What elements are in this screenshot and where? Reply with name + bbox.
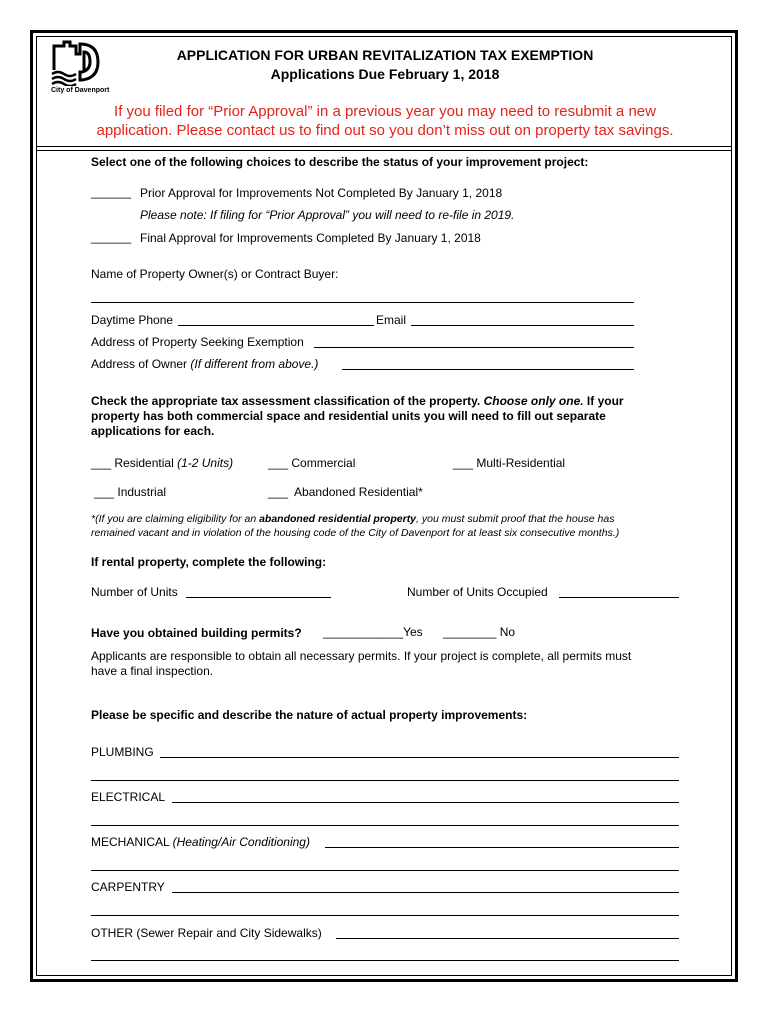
plumbing-field-2[interactable] [91,780,679,781]
electrical-field-2[interactable] [91,825,679,826]
abandoned-blank[interactable]: ___ [268,485,289,499]
notice-line-1: If you filed for “Prior Approval” in a previous year you may need to resubmit a new [114,103,656,120]
email-label: Email [376,313,407,327]
abandoned-emphasis: abandoned residential property [259,513,417,525]
permits-yes-blank[interactable]: ____________ [323,625,404,639]
residential-option[interactable] [91,456,233,470]
permits-info-2: have a final inspection. [91,664,214,678]
commercial-label: Commercial [291,456,356,470]
mechanical-note: (Heating/Air Conditioning) [172,835,310,849]
residential-label: Residential [114,456,178,470]
permits-question: Have you obtained building permits? [91,626,302,640]
divider [36,146,732,147]
final-approval-label: Final Approval for Improvements Completed By January 1, 2018 [140,231,481,245]
phone-label: Daytime Phone [91,313,174,327]
permits-no-label: No [496,625,516,639]
prior-approval-blank[interactable]: ______ [91,185,132,199]
plumbing-field[interactable] [160,757,679,758]
industrial-blank[interactable]: ___ [94,485,115,499]
units-occupied-field[interactable] [559,597,679,598]
property-address-field[interactable] [314,347,634,348]
choose-one-emphasis: Choose only one. [483,394,584,408]
permits-yes-option[interactable] [323,625,423,639]
residential-blank[interactable]: ___ [91,456,112,470]
divider [36,150,732,151]
phone-field[interactable] [178,325,374,326]
property-address-label: Address of Property Seeking Exemption [91,335,304,349]
owner-address-note: (If different from above.) [190,357,319,371]
abandoned-footnote-2: remained vacant and in violation of the housing code of the City of Davenport for at least six consecutive months.) [91,527,620,539]
carpentry-label: CARPENTRY [91,880,165,894]
notice-line-2: application. Please contact us to find out so you don’t miss out on property tax savings. [96,122,674,139]
residential-note: (1-2 Units) [177,456,234,470]
owner-address-text: Address of Owner [91,357,191,371]
mechanical-field-2[interactable] [91,870,679,871]
electrical-field[interactable] [172,802,679,803]
permits-no-blank[interactable]: ________ [443,625,497,639]
abandoned-footnote-1: *(If you are claiming eligibility for an abandoned residential property, you must submit proof that the house has [91,513,615,525]
permits-no-option[interactable] [443,625,515,639]
mechanical-field[interactable] [325,847,679,848]
permits-info-1: Applicants are responsible to obtain all necessary permits. If your project is complete, all permits must [91,649,632,663]
owner-name-field[interactable] [91,302,634,303]
permits-yes-label: Yes [403,625,423,639]
multi-residential-option[interactable] [453,456,565,470]
other-field-2[interactable] [91,960,679,961]
improvements-heading: Please be specific and describe the nature of actual property improvements: [91,708,528,722]
commercial-blank[interactable]: ___ [268,456,289,470]
owner-address-field[interactable] [342,369,634,370]
other-field[interactable] [336,938,679,939]
rental-heading: If rental property, complete the following: [91,555,327,569]
owner-address-label [91,357,318,371]
classification-heading-2: property has both commercial space and residential units you will need to fill out separate [91,409,606,423]
plumbing-label: PLUMBING [91,745,154,759]
logo-caption: City of Davenport [51,87,110,94]
prior-approval-note: Please note: If filing for “Prior Approval” you will need to re-file in 2019. [140,208,515,222]
industrial-option[interactable] [94,485,166,499]
carpentry-field[interactable] [172,892,679,893]
commercial-option[interactable] [268,456,355,470]
status-heading: Select one of the following choices to describe the status of your improvement project: [91,155,589,169]
multi-residential-blank[interactable]: ___ [453,456,474,470]
multi-residential-label: Multi-Residential [476,456,566,470]
prior-approval-label: Prior Approval for Improvements Not Completed By January 1, 2018 [140,186,503,200]
final-approval-blank[interactable]: ______ [91,230,132,244]
carpentry-field-2[interactable] [91,915,679,916]
units-label: Number of Units [91,585,178,599]
classification-heading-3: applications for each. [91,424,215,438]
email-field[interactable] [411,325,634,326]
abandoned-label: Abandoned Residential* [294,485,423,499]
classification-heading-1: Check the appropriate tax assessment classification of the property. Choose only one. If your [91,394,624,408]
electrical-label: ELECTRICAL [91,790,166,804]
abandoned-option[interactable] [268,485,423,499]
mechanical-label: MECHANICAL [91,835,173,849]
units-occupied-label: Number of Units Occupied [407,585,548,599]
form-title: APPLICATION FOR URBAN REVITALIZATION TAX EXEMPTION [176,47,594,63]
mechanical-label-row [91,835,310,849]
other-label: OTHER (Sewer Repair and City Sidewalks) [91,926,322,940]
industrial-label: Industrial [117,485,167,499]
owner-name-label: Name of Property Owner(s) or Contract Buyer: [91,267,339,281]
units-field[interactable] [186,597,331,598]
due-date: Applications Due February 1, 2018 [270,66,500,82]
